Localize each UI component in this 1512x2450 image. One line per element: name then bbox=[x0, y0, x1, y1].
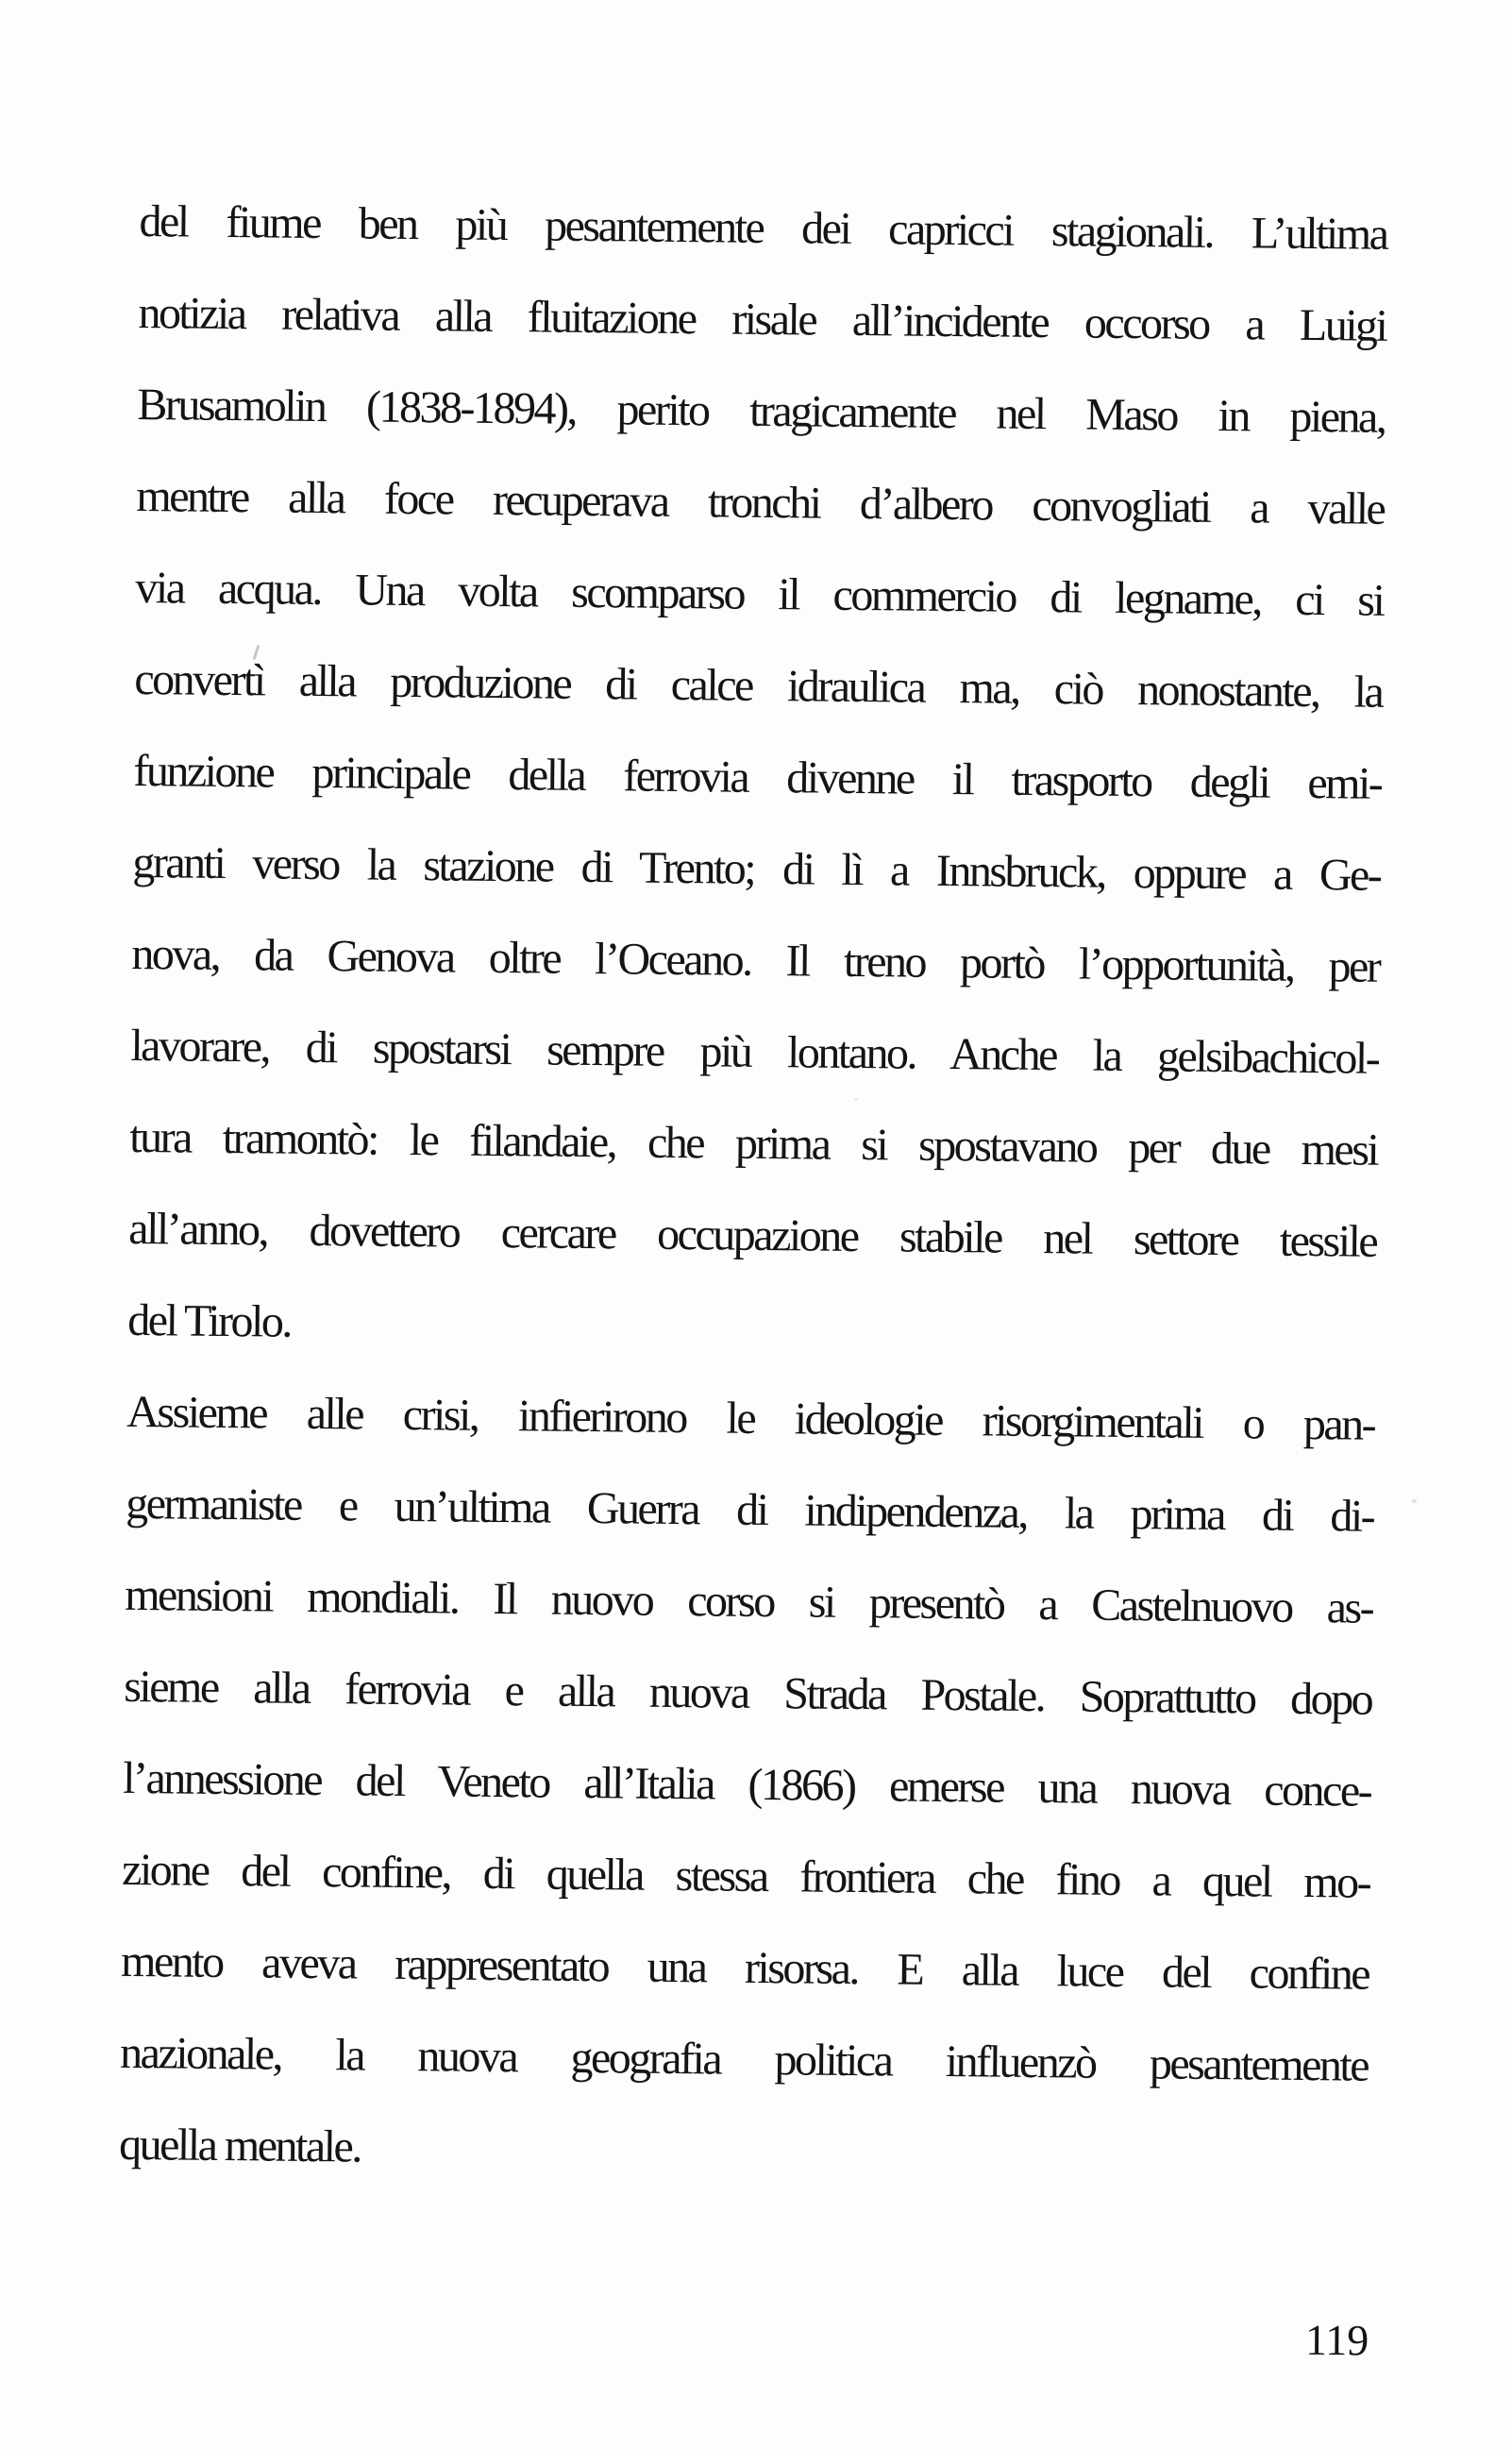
scan-speck bbox=[1412, 1499, 1417, 1503]
text-line: funzione principale della ferrovia divenne il trasporto degli emi- bbox=[133, 745, 1382, 809]
text-line: notizia relativa alla fluitazione risale all’incidente occorso a Luigi bbox=[138, 287, 1386, 351]
text-line: Brusamolin (1838-1894), perito tragicamente nel Maso in piena, bbox=[137, 379, 1386, 443]
page-number: 119 bbox=[1304, 2315, 1369, 2365]
text-line: germaniste e un’ultima Guerra di indipendenza, la prima di di- bbox=[125, 1478, 1374, 1542]
text-line: nova, da Genova oltre l’Oceano. Il treno portò l’opportunità, per bbox=[131, 928, 1380, 992]
text-line: sieme alla ferrovia e alla nuova Strada Postale. Soprattutto dopo bbox=[123, 1661, 1372, 1725]
text-line: nazionale, la nuova geografia politica influenzò pesantemente bbox=[119, 2027, 1369, 2091]
text-line-paragraph-end: quella mentale. bbox=[118, 2119, 361, 2172]
scan-speck bbox=[854, 1098, 858, 1101]
text-line: Assieme alle crisi, infierirono le ideologie risorgimentali o pan- bbox=[126, 1386, 1375, 1450]
text-line: del fiume ben più pesantemente dei capricci stagionali. L’ultima bbox=[139, 195, 1387, 260]
text-line: tura tramontò: le filandaie, che prima si spostavano per due mesi bbox=[129, 1111, 1378, 1175]
text-line-paragraph-end: del Tirolo. bbox=[127, 1294, 292, 1347]
body-text bbox=[119, 176, 1387, 2204]
text-line: granti verso la stazione di Trento; di lì a Innsbruck, oppure a Ge- bbox=[132, 836, 1381, 901]
text-line: zione del confine, di quella stessa frontiera che fino a quel mo- bbox=[121, 1844, 1370, 1908]
text-line: all’anno, dovettero cercare occupazione stabile nel settore tessile bbox=[128, 1203, 1377, 1267]
text-line: mensioni mondiali. Il nuovo corso si presentò a Castelnuovo as- bbox=[124, 1569, 1373, 1633]
text-line: mentre alla foce recuperava tronchi d’albero convogliati a valle bbox=[136, 470, 1385, 534]
text-line: convertì alla produzione di calce idraulica ma, ciò nonostante, la bbox=[134, 653, 1383, 718]
text-line: via acqua. Una volta scomparso il commercio di legname, ci si bbox=[135, 562, 1384, 626]
text-line: lavorare, di spostarsi sempre più lontano. Anche la gelsibachicol- bbox=[130, 1020, 1379, 1084]
text-line: mento aveva rappresentato una risorsa. E alla luce del confine bbox=[120, 1935, 1369, 2000]
text-line: l’annessione del Veneto all’Italia (1866) emerse una nuova conce- bbox=[122, 1752, 1371, 1816]
